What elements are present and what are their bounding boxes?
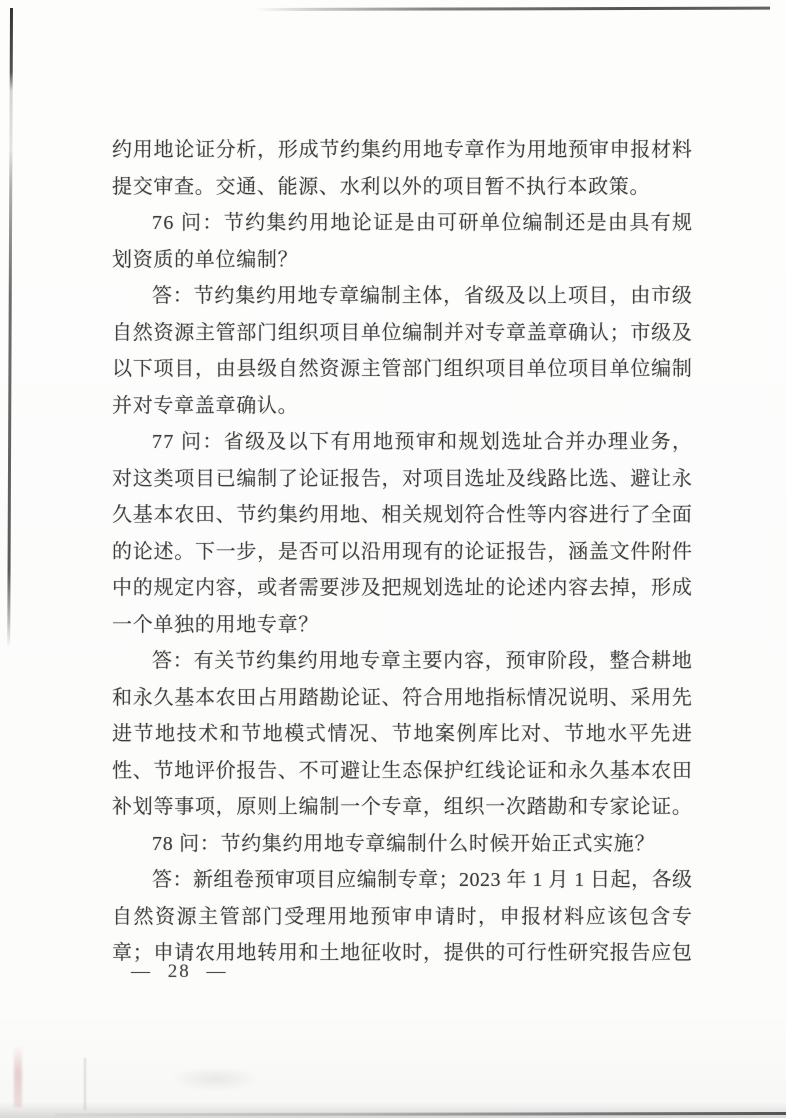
text-line: 提交审查。交通、能源、水利以外的项目暂不执行本政策。 [112,175,651,198]
text-line: 7 6 问 ： 节 约 集 约 用 地 论 证 是 由 可 研 单 位 编 制 还 是 由 具 有 规 [152,212,692,234]
scan-artifact-bottom-shadow [0,1102,786,1118]
text-line: 的 论 述 。 下 一 步 ， 是 否 可 以 沿 用 现 有 的 论 证 报 告 ， 涵 盖 文 件 附 件 [112,540,692,563]
scan-artifact-fold-line [84,1058,86,1110]
scan-artifact-left-edge-line [7,8,12,648]
text-line: 进 节 地 技 术 和 节 地 模 式 情 况 、 节 地 案 例 库 比 对 、 节 地 水 平 先 进 [112,723,692,745]
text-line: 补 划 等 事 项 ， 原 则 上 编 制 一 个 专 章 ， 组 织 一 次 踏 勘 和 专 家 论 证 。 [112,796,692,818]
document-text [112,132,692,972]
text-line: 和 永 久 基 本 农 田 占 用 踏 勘 论 证 、 符 合 用 地 指 标 情 况 说 明 、 采 用 先 [112,686,692,709]
text-line: 久 基 本 农 田 、 节 约 集 约 用 地 、 相 关 规 划 符 合 性 等 内 容 进 行 了 全 面 [112,504,692,526]
text-line: 一个单独的用地专章？ [112,613,319,636]
text-line: 章 ； 申 请 农 用 地 转 用 和 土 地 征 收 时 ， 提 供 的 可 行 性 研 究 报 告 应 包 [112,942,692,964]
text-line: 以 下 项 目 ， 由 县 级 自 然 资 源 主 管 部 门 组 织 项 目 单 位 项 目 单 位 编 制 [112,358,692,380]
text-line: 78 问：节约集约用地专章编制什么时候开始正式实施？ [152,832,656,855]
scan-artifact-corner-wash [170,1066,260,1092]
text-line: 答 ： 新 组 卷 预 审 项 目 应 编 制 专 章 ； 2 0 2 3 年 1 月 1 日 起 ， 各 级 [152,869,692,891]
text-line: 自 然 资 源 主 管 部 门 组 织 项 目 单 位 编 制 并 对 专 章 盖 章 确 认 ； 市 级 及 [112,321,692,344]
text-line: 性 、 节 地 评 价 报 告 、 不 可 避 让 生 态 保 护 红 线 论 证 和 永 久 基 本 农 田 [112,759,692,782]
scan-artifact-top-edge-line [255,7,770,11]
text-line: 自 然 资 源 主 管 部 门 受 理 用 地 预 审 申 请 时 ， 申 报 材 料 应 该 包 含 专 [112,905,692,928]
scan-artifact-left-smudge [14,1045,22,1107]
scan-artifact-bottom-edge-line [55,1112,786,1116]
text-line: 并对专章盖章确认。 [112,394,299,417]
page-number: — 28 — [131,961,228,982]
text-line: 划资质的单位编制？ [112,248,299,271]
text-line: 约 用 地 论 证 分 析 ， 形 成 节 约 集 约 用 地 专 章 作 为 用 地 预 审 申 报 材 料 [112,139,692,161]
text-line: 中 的 规 定 内 容 ， 或 者 需 要 涉 及 把 规 划 选 址 的 论 述 内 容 去 掉 ， 形 成 [112,577,692,599]
text-line: 7 7 问 ： 省 级 及 以 下 有 用 地 预 审 和 规 划 选 址 合 并 办 理 业 务 ， [152,431,692,453]
text-line: 答 ： 节 约 集 约 用 地 专 章 编 制 主 体 ， 省 级 及 以 上 项 目 ， 由 市 级 [152,285,692,307]
text-line: 对 这 类 项 目 已 编 制 了 论 证 报 告 ， 对 项 目 选 址 及 线 路 比 选 、 避 让 永 [112,467,692,490]
text-line: 答 ： 有 关 节 约 集 约 用 地 专 章 主 要 内 容 ， 预 审 阶 段 ， 整 合 耕 地 [152,650,692,672]
